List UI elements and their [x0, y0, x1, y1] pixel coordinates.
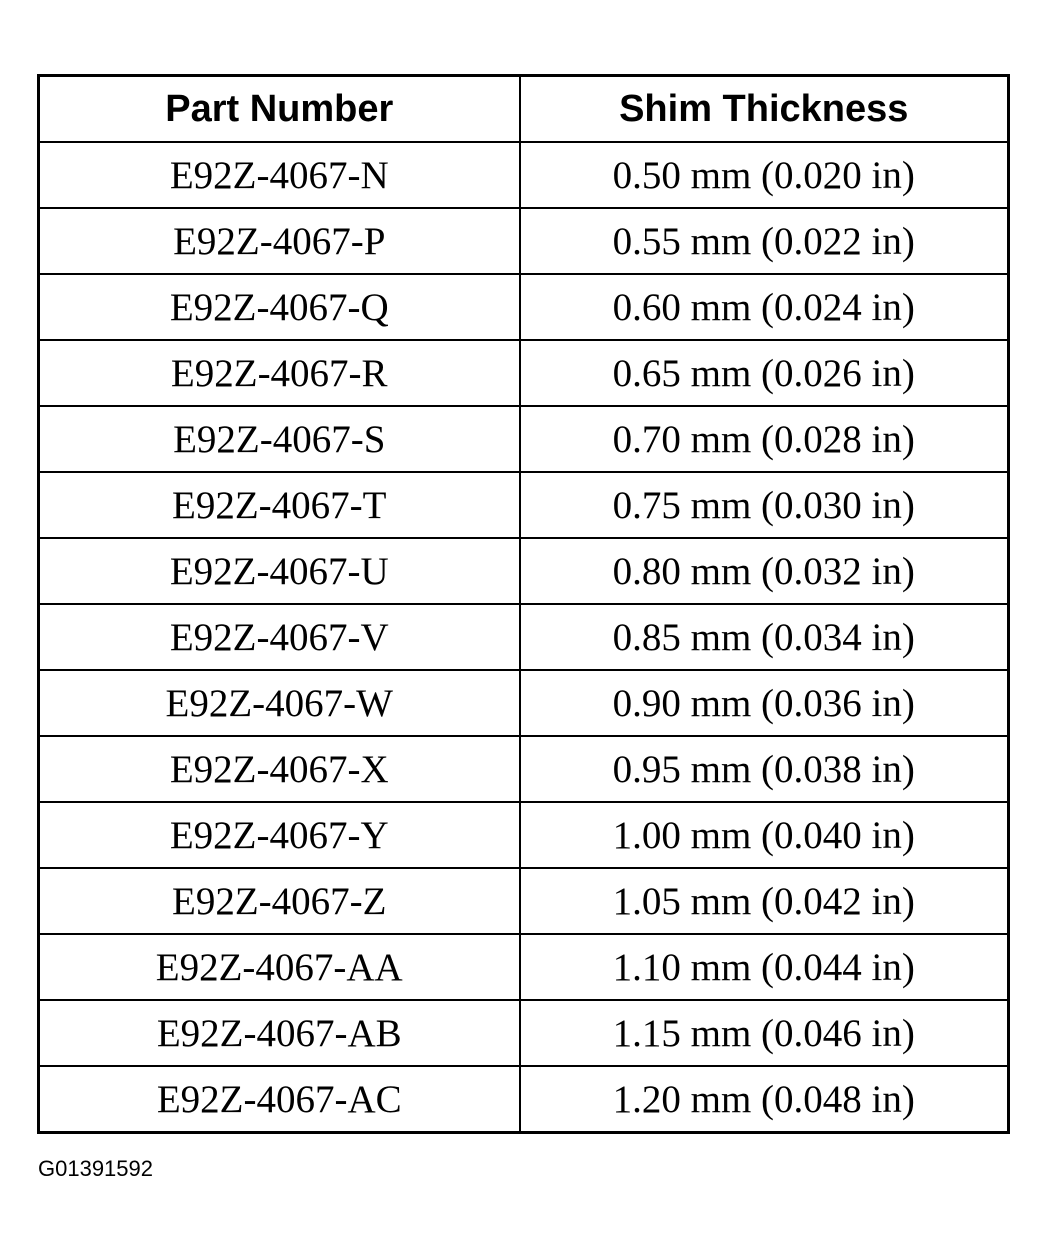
table-row — [39, 604, 1009, 670]
shim-thickness-cell: 1.05 mm (0.042 in) — [520, 868, 1009, 934]
shim-thickness-cell: 0.55 mm (0.022 in) — [520, 208, 1009, 274]
header-row — [39, 76, 1009, 143]
shim-thickness-cell: 0.95 mm (0.038 in) — [520, 736, 1009, 802]
table-body — [39, 142, 1009, 1133]
part-number-cell: E92Z-4067-U — [39, 538, 520, 604]
part-number-cell: E92Z-4067-N — [39, 142, 520, 208]
shim-thickness-cell: 1.20 mm (0.048 in) — [520, 1066, 1009, 1133]
part-number-cell: E92Z-4067-AA — [39, 934, 520, 1000]
table-row — [39, 538, 1009, 604]
shim-thickness-cell: 0.65 mm (0.026 in) — [520, 340, 1009, 406]
table-row — [39, 934, 1009, 1000]
part-number-cell: E92Z-4067-AB — [39, 1000, 520, 1066]
part-number-cell: E92Z-4067-Y — [39, 802, 520, 868]
part-number-cell: E92Z-4067-Z — [39, 868, 520, 934]
shim-thickness-cell: 1.10 mm (0.044 in) — [520, 934, 1009, 1000]
table-row — [39, 340, 1009, 406]
part-number-cell: E92Z-4067-T — [39, 472, 520, 538]
table-row — [39, 406, 1009, 472]
shim-thickness-cell: 0.80 mm (0.032 in) — [520, 538, 1009, 604]
table-row — [39, 142, 1009, 208]
header-part-number: Part Number — [39, 76, 520, 143]
table-row — [39, 802, 1009, 868]
part-number-cell: E92Z-4067-V — [39, 604, 520, 670]
table-row — [39, 1066, 1009, 1133]
shim-thickness-cell: 0.50 mm (0.020 in) — [520, 142, 1009, 208]
shim-thickness-cell: 0.75 mm (0.030 in) — [520, 472, 1009, 538]
header-shim-thickness: Shim Thickness — [520, 76, 1009, 143]
table-row — [39, 670, 1009, 736]
part-number-cell: E92Z-4067-X — [39, 736, 520, 802]
table-row — [39, 472, 1009, 538]
part-number-cell: E92Z-4067-AC — [39, 1066, 520, 1133]
table-row — [39, 208, 1009, 274]
shim-thickness-cell: 0.60 mm (0.024 in) — [520, 274, 1009, 340]
table-row — [39, 274, 1009, 340]
table-row — [39, 868, 1009, 934]
shim-thickness-cell: 0.85 mm (0.034 in) — [520, 604, 1009, 670]
part-number-cell: E92Z-4067-S — [39, 406, 520, 472]
part-number-cell: E92Z-4067-Q — [39, 274, 520, 340]
shim-thickness-cell: 1.15 mm (0.046 in) — [520, 1000, 1009, 1066]
part-number-cell: E92Z-4067-R — [39, 340, 520, 406]
shim-table — [37, 74, 1010, 1134]
table-row — [39, 736, 1009, 802]
part-number-cell: E92Z-4067-P — [39, 208, 520, 274]
shim-thickness-cell: 1.00 mm (0.040 in) — [520, 802, 1009, 868]
shim-thickness-cell: 0.70 mm (0.028 in) — [520, 406, 1009, 472]
shim-thickness-cell: 0.90 mm (0.036 in) — [520, 670, 1009, 736]
figure-id: G01391592 — [38, 1156, 153, 1181]
part-number-cell: E92Z-4067-W — [39, 670, 520, 736]
table-row — [39, 1000, 1009, 1066]
